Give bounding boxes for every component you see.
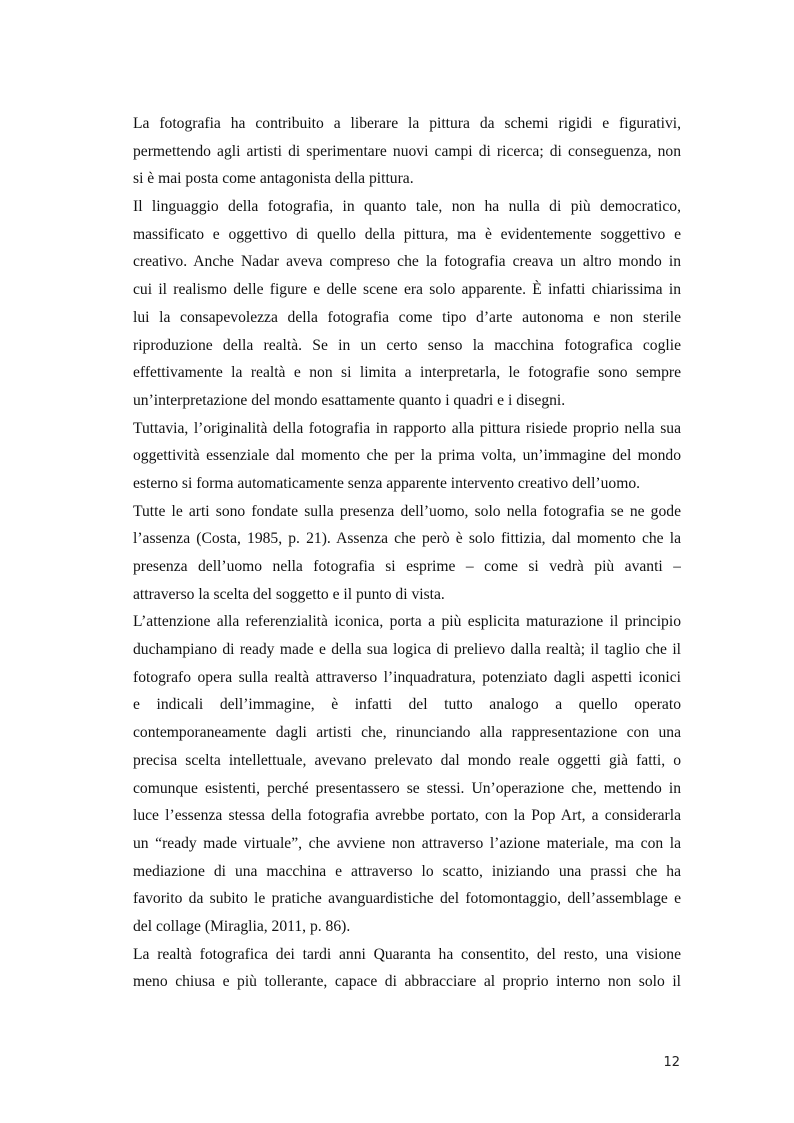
text-line: creativo. Anche Nadar aveva compreso che la fotografia creava un altro mondo in xyxy=(133,253,681,271)
text-line: esterno si forma automaticamente senza apparente intervento creativo dell’uomo. xyxy=(133,474,641,492)
text-line: La fotografia ha contribuito a liberare la pittura da schemi rigidi e figurativi, xyxy=(133,115,681,132)
text-line: effettivamente la realtà e non si limita a interpretarla, le fotografie sono sempre xyxy=(133,364,681,382)
text-line: mediazione di una macchina e attraverso lo scatto, iniziando una prassi che ha xyxy=(133,862,681,880)
text-line: del collage (Miraglia, 2011, p. 86). xyxy=(133,917,351,935)
text-line: La realtà fotografica dei tardi anni Quaranta ha consentito, del resto, una visione xyxy=(133,945,681,963)
text-line: cui il realismo delle figure e delle scene era solo apparente. È infatti chiarissima in xyxy=(133,281,681,299)
text-line: Il linguaggio della fotografia, in quanto tale, non ha nulla di più democratico, xyxy=(133,198,681,216)
text-line: lui la consapevolezza della fotografia come tipo d’arte autonoma e non sterile xyxy=(133,308,681,326)
text-line: precisa scelta intellettuale, avevano prelevato dal mondo reale oggetti già fatti, o xyxy=(133,751,681,769)
paragraph xyxy=(133,498,681,609)
text-line: luce l’essenza stessa della fotografia avrebbe portato, con la Pop Art, a considerarla xyxy=(133,807,681,825)
text-line: un “ready made virtuale”, che avviene non attraverso l’azione materiale, ma con la xyxy=(133,834,681,852)
paragraph xyxy=(133,941,681,996)
text-line: presenza dell’uomo nella fotografia si esprime – come si vedrà più avanti – xyxy=(133,558,681,575)
text-line: l’assenza (Costa, 1985, p. 21). Assenza che però è solo fittizia, dal momento che la xyxy=(133,530,681,548)
text-line: duchampiano di ready made e della sua logica di prelievo dalla realtà; il taglio che il xyxy=(133,641,681,659)
text-line: fotografo opera sulla realtà attraverso l’inquadratura, potenziato dagli aspetti iconici xyxy=(133,668,681,686)
text-line: contemporaneamente dagli artisti che, rinunciando alla rappresentazione con una xyxy=(133,724,681,742)
text-line: oggettività essenziale dal momento che per la prima volta, un’immagine del mondo xyxy=(133,447,681,465)
paragraph xyxy=(133,193,681,415)
body-text xyxy=(133,110,681,996)
text-line: favorito da subito le pratiche avanguardistiche del fotomontaggio, dell’assemblage e xyxy=(133,890,681,908)
paragraph xyxy=(133,110,681,193)
text-line: massificato e oggettivo di quello della pittura, ma è evidentemente soggettivo e xyxy=(133,225,681,243)
text-line: L’attenzione alla referenzialità iconica, porta a più esplicita maturazione il principio xyxy=(133,613,681,631)
paragraph xyxy=(133,608,681,940)
text-line: Tuttavia, l’originalità della fotografia in rapporto alla pittura risiede proprio nella sua xyxy=(133,419,681,437)
text-line: si è mai posta come antagonista della pittura. xyxy=(133,170,414,188)
page-number: 12 xyxy=(663,1055,680,1070)
text-line: attraverso la scelta del soggetto e il punto di vista. xyxy=(133,585,445,603)
text-line: un’interpretazione del mondo esattamente quanto i quadri e i disegni. xyxy=(133,391,566,409)
text-line: comunque esistenti, perché presentassero se stessi. Un’operazione che, mettendo in xyxy=(133,779,681,797)
text-line: Tutte le arti sono fondate sulla presenza dell’uomo, solo nella fotografia se ne gode xyxy=(133,502,681,520)
text-line: permettendo agli artisti di sperimentare nuovi campi di ricerca; di conseguenza, non xyxy=(133,142,681,160)
text-line: riproduzione della realtà. Se in un certo senso la macchina fotografica coglie xyxy=(133,336,681,354)
paragraph xyxy=(133,415,681,498)
text-line: meno chiusa e più tollerante, capace di abbracciare al proprio interno non solo il xyxy=(133,973,681,991)
text-line: e indicali dell’immagine, è infatti del tutto analogo a quello operato xyxy=(133,696,681,714)
